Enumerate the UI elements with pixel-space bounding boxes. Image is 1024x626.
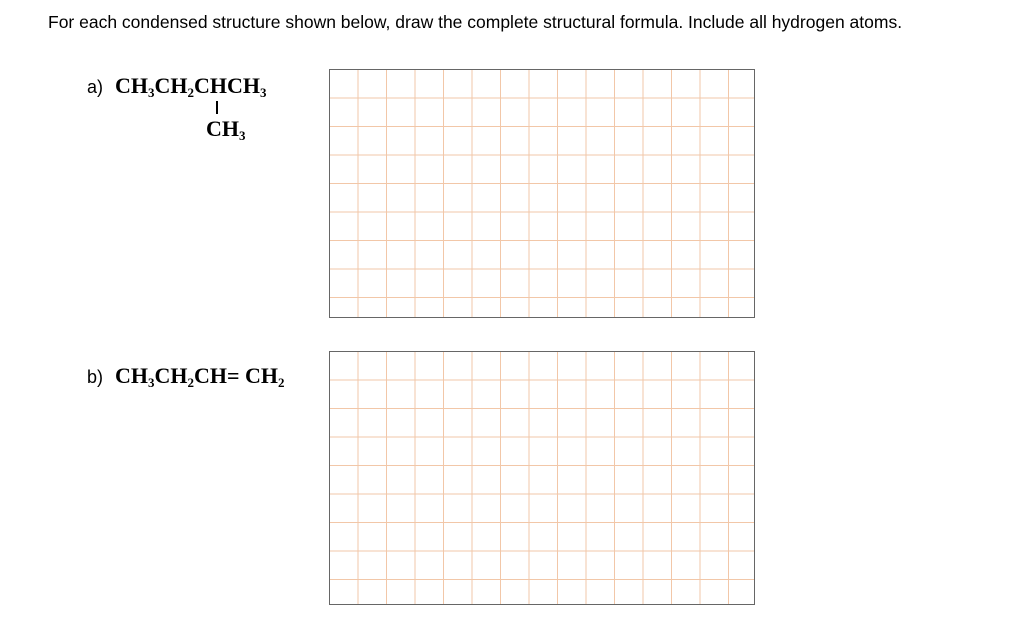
- instructions-text: For each condensed structure shown below, draw the complete structural formula. Include all hydrogen atoms.: [48, 12, 903, 32]
- drawing-grid-a[interactable]: [329, 69, 755, 318]
- formula-group: CH: [194, 363, 227, 388]
- formula-group: = $CH_2$: [227, 363, 285, 390]
- formula-group: $CHCH_3$: [194, 73, 267, 100]
- formula-group: $CH_2$: [154, 363, 194, 390]
- drawing-grid-b[interactable]: [329, 351, 755, 605]
- part-a-formula: [115, 73, 267, 101]
- part-b-label: b): [87, 367, 104, 387]
- part-a-label: a): [87, 77, 104, 97]
- part-a-branch: $CH_3$: [206, 116, 246, 143]
- formula-group: $CH_3$: [115, 363, 155, 390]
- part-b-formula: [115, 363, 285, 391]
- branch-bond-line: [216, 101, 218, 114]
- formula-group: $CH_2$: [154, 73, 194, 100]
- formula-group: $CH_3$: [115, 73, 155, 100]
